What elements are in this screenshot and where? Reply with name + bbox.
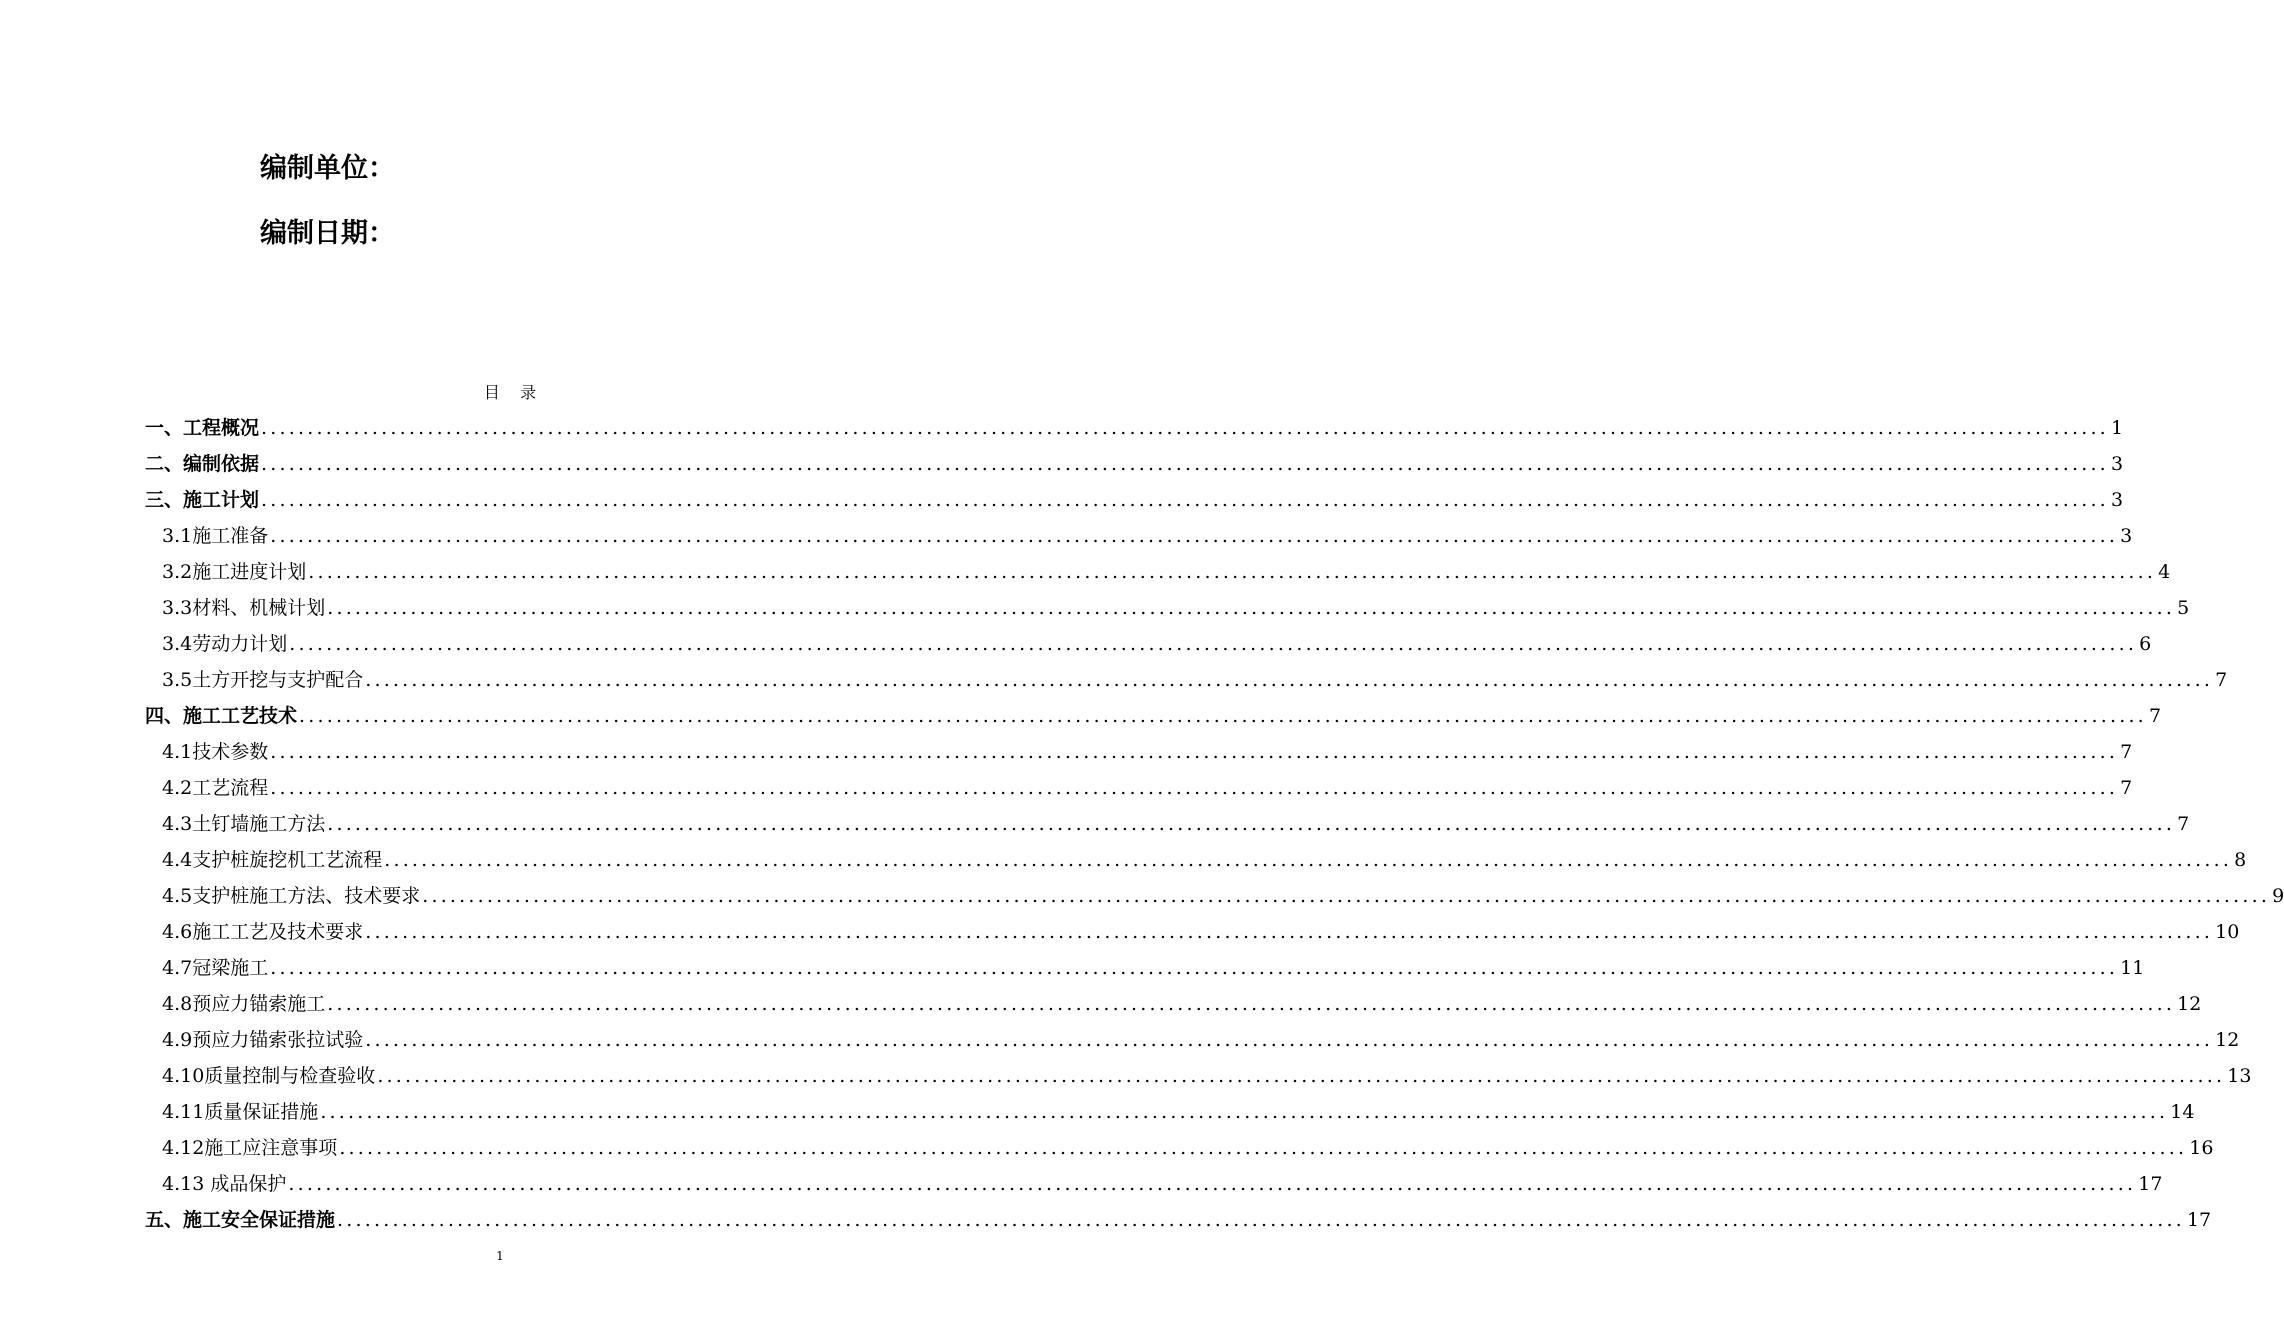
toc-dot-leader: ........................................................................................................................................................................................................ xyxy=(320,1101,2169,1123)
toc-entry-page: 3 xyxy=(2120,525,2133,547)
toc-entry-label: 3.3材料、机械计划 xyxy=(162,597,326,619)
toc-entry-page: 1 xyxy=(2110,417,2124,439)
toc-entry-page: 11 xyxy=(2120,957,2145,979)
toc-entry-label: 四、施工工艺技术 xyxy=(145,705,298,727)
toc-entry[interactable] xyxy=(145,410,2124,446)
toc-entry-label: 二、编制依据 xyxy=(145,453,260,475)
toc-entry[interactable] xyxy=(145,770,2133,806)
toc-entry-page: 17 xyxy=(2186,1209,2212,1231)
toc-entry-label: 4.3土钉墙施工方法 xyxy=(162,813,326,835)
toc-entry-page: 7 xyxy=(2148,705,2162,727)
toc-entry-label: 4.13 成品保护 xyxy=(162,1173,287,1195)
toc-entry-page: 7 xyxy=(2120,741,2133,763)
toc-entry[interactable] xyxy=(145,1166,2163,1202)
toc-entry-page: 3 xyxy=(2110,453,2124,475)
toc-entry-label: 一、工程概况 xyxy=(145,417,260,439)
toc-entry-label: 4.10质量控制与检查验收 xyxy=(162,1065,376,1087)
toc-entry-label: 3.5土方开挖与支护配合 xyxy=(162,669,364,691)
toc-entry-page: 3 xyxy=(2110,489,2124,511)
toc-dot-leader: ........................................................................................................................................................................................................ xyxy=(299,705,2147,727)
toc-entry-label: 4.9预应力锚索张拉试验 xyxy=(162,1029,364,1051)
toc-entry[interactable] xyxy=(145,1022,2240,1058)
toc-entry[interactable] xyxy=(145,1130,2214,1166)
toc-entry-label: 4.7冠梁施工 xyxy=(162,957,269,979)
toc-entry-label: 4.8预应力锚索施工 xyxy=(162,993,326,1015)
toc-dot-leader: ........................................................................................................................................................................................................ xyxy=(384,849,2233,871)
toc-entry-label: 4.1技术参数 xyxy=(162,741,269,763)
toc-entry[interactable] xyxy=(145,1058,2252,1094)
toc-dot-leader: ........................................................................................................................................................................................................ xyxy=(288,1173,2137,1195)
toc-dot-leader: ........................................................................................................................................................................................................ xyxy=(289,633,2138,655)
toc-dot-leader: ........................................................................................................................................................................................................ xyxy=(308,561,2157,583)
toc-entry-page: 16 xyxy=(2189,1137,2214,1159)
toc-dot-leader: ........................................................................................................................................................................................................ xyxy=(270,957,2119,979)
toc-entry[interactable] xyxy=(145,986,2202,1022)
toc-entry-label: 4.5支护桩施工方法、技术要求 xyxy=(162,885,421,907)
toc-entry-label: 五、施工安全保证措施 xyxy=(145,1209,336,1231)
toc-entry[interactable] xyxy=(145,518,2133,554)
toc-entry-page: 4 xyxy=(2158,561,2171,583)
compiling-date-label: 编制日期： xyxy=(260,218,395,249)
toc-entry-page: 10 xyxy=(2215,921,2240,943)
toc-entry[interactable] xyxy=(145,734,2133,770)
toc-entry-page: 12 xyxy=(2215,1029,2240,1051)
compiling-unit-label: 编制单位： xyxy=(260,153,395,184)
toc-entry-page: 9 xyxy=(2272,885,2284,907)
toc-dot-leader: ........................................................................................................................................................................................................ xyxy=(270,777,2119,799)
toc-dot-leader: ........................................................................................................................................................................................................ xyxy=(337,1209,2185,1231)
toc-dot-leader: ........................................................................................................................................................................................................ xyxy=(365,921,2214,943)
toc-entry-page: 7 xyxy=(2120,777,2133,799)
toc-entry-page: 7 xyxy=(2177,813,2190,835)
toc-entry[interactable] xyxy=(145,950,2145,986)
toc-entry-label: 3.2施工进度计划 xyxy=(162,561,307,583)
toc-entry-page: 8 xyxy=(2234,849,2247,871)
toc-entry[interactable] xyxy=(145,482,2124,518)
table-of-contents xyxy=(145,410,2284,1238)
toc-dot-leader: ........................................................................................................................................................................................................ xyxy=(377,1065,2226,1087)
toc-entry[interactable] xyxy=(145,662,2228,698)
toc-entry[interactable] xyxy=(145,914,2240,950)
toc-entry[interactable] xyxy=(145,554,2171,590)
toc-entry-page: 7 xyxy=(2215,669,2228,691)
toc-dot-leader: ........................................................................................................................................................................................................ xyxy=(270,741,2119,763)
toc-entry[interactable] xyxy=(145,590,2190,626)
toc-entry-label: 4.11质量保证措施 xyxy=(162,1101,319,1123)
toc-dot-leader: ........................................................................................................................................................................................................ xyxy=(422,885,2271,907)
toc-dot-leader: ........................................................................................................................................................................................................ xyxy=(327,993,2176,1015)
toc-entry[interactable] xyxy=(145,878,2284,914)
toc-dot-leader: ........................................................................................................................................................................................................ xyxy=(261,417,2109,439)
toc-entry-label: 4.2工艺流程 xyxy=(162,777,269,799)
toc-entry-page: 13 xyxy=(2227,1065,2252,1087)
toc-dot-leader: ........................................................................................................................................................................................................ xyxy=(365,669,2214,691)
toc-entry[interactable] xyxy=(145,698,2162,734)
toc-dot-leader: ........................................................................................................................................................................................................ xyxy=(339,1137,2188,1159)
toc-entry-page: 17 xyxy=(2138,1173,2163,1195)
toc-entry[interactable] xyxy=(145,1094,2195,1130)
toc-entry-page: 12 xyxy=(2177,993,2202,1015)
toc-dot-leader: ........................................................................................................................................................................................................ xyxy=(261,453,2109,475)
toc-entry[interactable] xyxy=(145,806,2190,842)
toc-entry[interactable] xyxy=(145,1202,2212,1238)
toc-entry-label: 3.4劳动力计划 xyxy=(162,633,288,655)
toc-entry-label: 4.12施工应注意事项 xyxy=(162,1137,338,1159)
toc-entry[interactable] xyxy=(145,842,2247,878)
toc-dot-leader: ........................................................................................................................................................................................................ xyxy=(327,597,2176,619)
toc-entry-page: 5 xyxy=(2177,597,2190,619)
toc-entry-label: 4.4支护桩旋挖机工艺流程 xyxy=(162,849,383,871)
toc-entry-page: 14 xyxy=(2170,1101,2195,1123)
toc-entry-label: 三、施工计划 xyxy=(145,489,260,511)
toc-entry[interactable] xyxy=(145,626,2152,662)
toc-dot-leader: ........................................................................................................................................................................................................ xyxy=(365,1029,2214,1051)
toc-dot-leader: ........................................................................................................................................................................................................ xyxy=(327,813,2176,835)
toc-dot-leader: ........................................................................................................................................................................................................ xyxy=(270,525,2119,547)
page-number: 1 xyxy=(496,1249,504,1263)
toc-dot-leader: ........................................................................................................................................................................................................ xyxy=(261,489,2109,511)
toc-entry-page: 6 xyxy=(2139,633,2152,655)
toc-entry[interactable] xyxy=(145,446,2124,482)
toc-entry-label: 4.6施工工艺及技术要求 xyxy=(162,921,364,943)
toc-entry-label: 3.1施工准备 xyxy=(162,525,269,547)
toc-title: 目 录 xyxy=(483,383,537,402)
